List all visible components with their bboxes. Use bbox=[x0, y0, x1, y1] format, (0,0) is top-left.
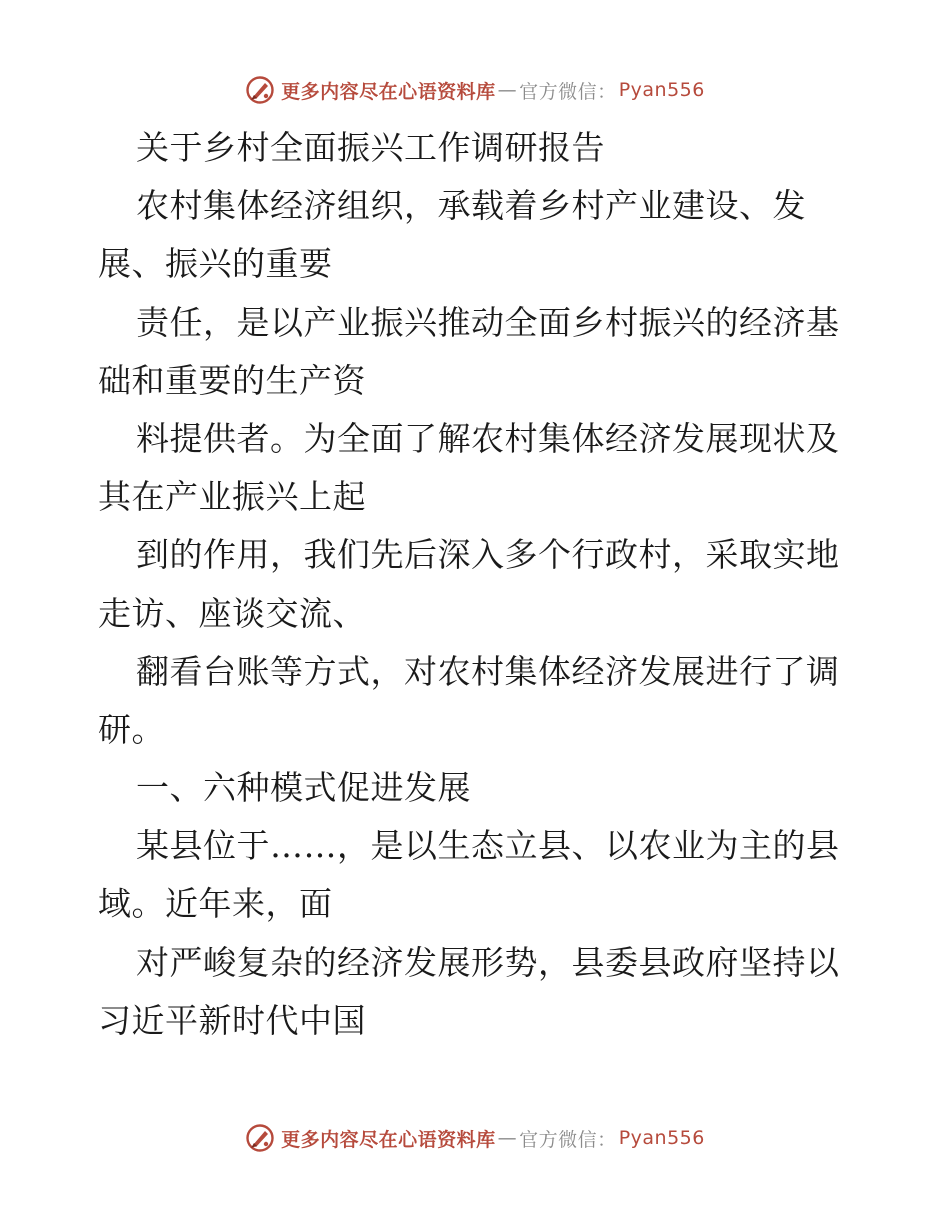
paragraph-line: 域。近年来，面 bbox=[98, 884, 333, 924]
section-heading: 一、六种模式促进发展 bbox=[136, 768, 471, 808]
watermark-separator: — bbox=[497, 1127, 518, 1149]
pen-seal-icon bbox=[245, 1123, 275, 1153]
paragraph-line: 研。 bbox=[98, 709, 165, 749]
paragraph-line: 展、振兴的重要 bbox=[98, 244, 333, 284]
paragraph-line: 础和重要的生产资 bbox=[98, 360, 366, 400]
paragraph-line: 料提供者。为全面了解农村集体经济发展现状及 bbox=[136, 418, 840, 458]
document-title: 关于乡村全面振兴工作调研报告 bbox=[136, 128, 605, 167]
watermark-label: 官方微信： bbox=[519, 1128, 617, 1151]
watermark-main-text: 更多内容尽在心语资料库 bbox=[281, 80, 496, 103]
document-body bbox=[98, 119, 858, 1050]
paragraph-line: 翻看台账等方式，对农村集体经济发展进行了调 bbox=[136, 651, 840, 691]
watermark-wechat-id: Pyan556 bbox=[618, 79, 705, 101]
watermark-separator: — bbox=[497, 79, 518, 101]
paragraph-line: 对严峻复杂的经济发展形势，县委县政府坚持以 bbox=[136, 942, 840, 982]
watermark-wechat-id: Pyan556 bbox=[618, 1127, 705, 1149]
paragraph-line: 农村集体经济组织，承载着乡村产业建设、发 bbox=[136, 186, 806, 226]
paragraph-line: 某县位于……，是以生态立县、以农业为主的县 bbox=[136, 826, 840, 866]
footer-watermark bbox=[0, 1118, 950, 1158]
paragraph-line: 责任，是以产业振兴推动全面乡村振兴的经济基 bbox=[136, 302, 840, 342]
paragraph-line: 到的作用，我们先后深入多个行政村，采取实地 bbox=[136, 535, 840, 575]
header-watermark bbox=[0, 70, 950, 110]
watermark-label: 官方微信： bbox=[519, 80, 617, 103]
pen-seal-icon bbox=[245, 75, 275, 105]
paragraph-line: 其在产业振兴上起 bbox=[98, 477, 366, 517]
paragraph-line: 习近平新时代中国 bbox=[98, 1000, 366, 1040]
watermark-main-text: 更多内容尽在心语资料库 bbox=[281, 1128, 496, 1151]
paragraph-line: 走访、座谈交流、 bbox=[98, 593, 366, 633]
